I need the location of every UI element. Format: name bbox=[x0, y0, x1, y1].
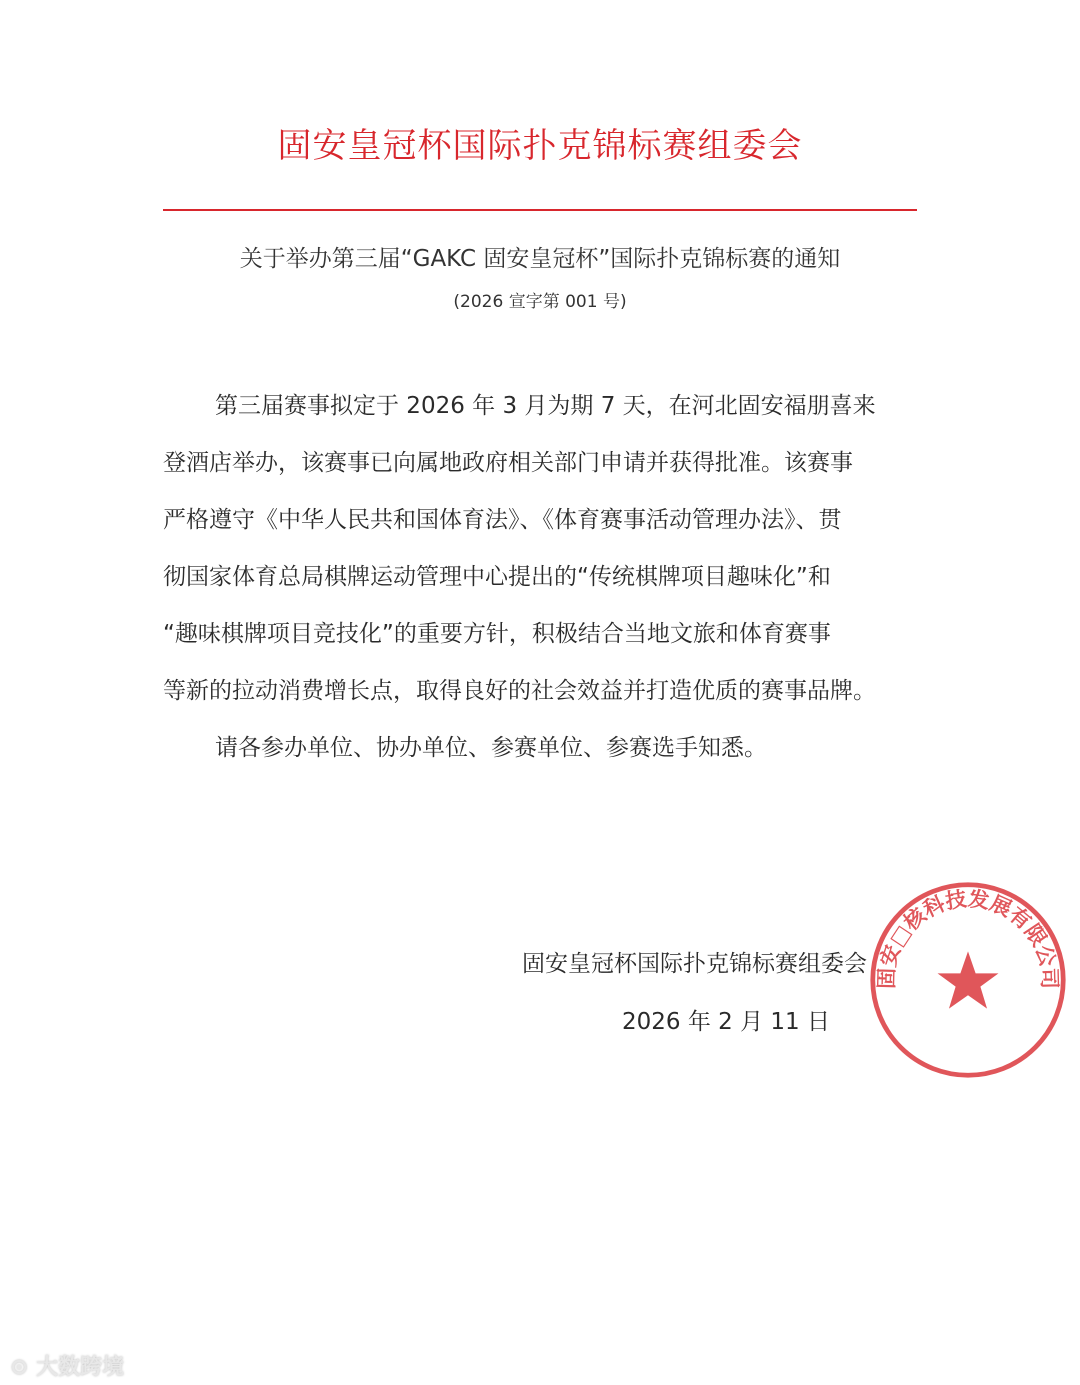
body-line: 严格遵守《中华人民共和国体育法》、《体育赛事活动管理办法》、贯 bbox=[163, 507, 842, 533]
signature-date: 2026 年 2 月 11 日 bbox=[622, 1009, 830, 1035]
notice-body bbox=[163, 378, 923, 777]
star-icon bbox=[938, 951, 999, 1008]
notice-title: 关于举办第三届“GAKC 固安皇冠杯”国际扑克锦标赛的通知 bbox=[239, 246, 841, 272]
header-divider bbox=[163, 209, 917, 211]
body-line: 请各参办单位、协办单位、参赛单位、参赛选手知悉。 bbox=[215, 735, 767, 761]
svg-text:固安□核科技发展有限公司: 固安□核科技发展有限公司 bbox=[874, 886, 1062, 990]
watermark-text: 大数跨境 bbox=[36, 1355, 125, 1380]
body-line: 第三届赛事拟定于 2026 年 3 月为期 7 天，在河北固安福朋喜来 bbox=[215, 393, 876, 419]
watermark bbox=[10, 1350, 124, 1381]
watermark-logo-icon: ⊙ bbox=[10, 1355, 29, 1380]
body-line: 彻国家体育总局棋牌运动管理中心提出的“传统棋牌项目趣味化”和 bbox=[163, 564, 831, 590]
signature-org: 固安皇冠杯国际扑克锦标赛组委会 bbox=[522, 951, 867, 977]
official-seal-stamp bbox=[868, 880, 1068, 1080]
document-number: (2026 宣字第 001 号) bbox=[453, 292, 627, 312]
org-header-title: 固安皇冠杯国际扑克锦标赛组委会 bbox=[277, 126, 803, 166]
body-line: 登酒店举办，该赛事已向属地政府相关部门申请并获得批准。该赛事 bbox=[163, 450, 853, 476]
body-line: 等新的拉动消费增长点，取得良好的社会效益并打造优质的赛事品牌。 bbox=[163, 678, 876, 704]
body-line: “趣味棋牌项目竞技化”的重要方针，积极结合当地文旅和体育赛事 bbox=[163, 621, 831, 647]
